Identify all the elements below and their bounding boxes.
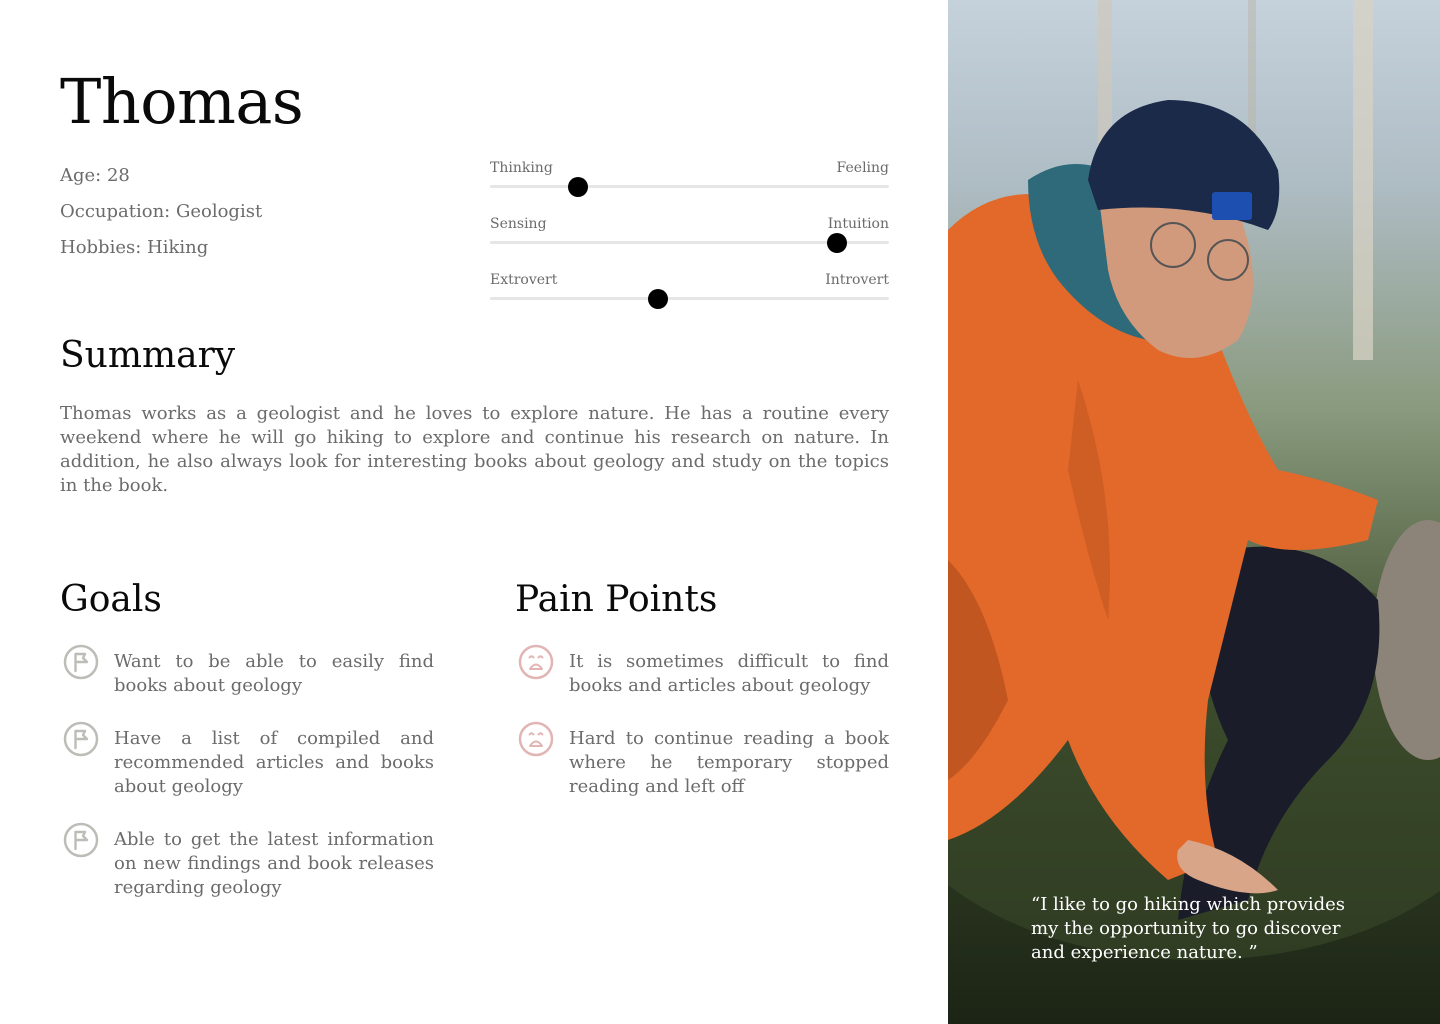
persona-info	[60, 158, 262, 266]
pain-point-text: Hard to continue reading a book where he temporary stopped reading and left off	[569, 728, 889, 797]
pain-point-item	[515, 650, 889, 698]
goal-item	[60, 828, 434, 900]
age-label: Age: 28	[60, 165, 130, 186]
persona-name: Thomas	[60, 65, 304, 138]
pain-point-text: It is sometimes difficult to find books and articles about geology	[569, 651, 889, 696]
pain-points-heading: Pain Points	[515, 579, 718, 620]
pain-points-list	[515, 650, 889, 828]
personality-traits	[490, 158, 889, 326]
persona-quote: “I like to go hiking which provides my the opportunity to go discover and experience nature. ”	[1031, 894, 1346, 963]
goal-item	[60, 650, 434, 698]
hiker-illustration	[948, 0, 1440, 1024]
trait-right-label: Intuition	[827, 216, 889, 232]
hobbies-label: Hobbies: Hiking	[60, 237, 209, 258]
sad-face-icon	[518, 721, 554, 757]
flag-icon	[63, 721, 99, 757]
pain-point-item	[515, 727, 889, 799]
trait-right-label: Introvert	[825, 272, 889, 288]
goals-heading: Goals	[60, 579, 162, 620]
goal-text: Want to be able to easily find books about geology	[114, 651, 434, 696]
goals-list	[60, 650, 434, 929]
occupation-label: Occupation: Geologist	[60, 201, 263, 222]
sad-face-icon	[518, 644, 554, 680]
trait-sensing-intuition	[490, 214, 889, 270]
flag-icon	[63, 644, 99, 680]
trait-track	[490, 185, 889, 188]
trait-thinking-feeling	[490, 158, 889, 214]
trait-left-label: Thinking	[490, 160, 553, 176]
trait-left-label: Extrovert	[490, 272, 558, 288]
summary-heading: Summary	[60, 335, 236, 376]
trait-left-label: Sensing	[490, 216, 547, 232]
trait-knob[interactable]	[648, 289, 668, 309]
persona-photo	[948, 0, 1440, 1024]
trait-knob[interactable]	[827, 233, 847, 253]
flag-icon	[63, 822, 99, 858]
summary-text: Thomas works as a geologist and he loves to explore nature. He has a routine every weekend where he will go hiking to explore and continue his research on nature. In addition, he also always look for interesting books about geology and study on the topics in the book.	[60, 403, 889, 496]
trait-extrovert-introvert	[490, 270, 889, 326]
trait-right-label: Feeling	[836, 160, 889, 176]
goal-text: Able to get the latest information on new findings and book releases regarding geology	[114, 829, 434, 898]
goal-text: Have a list of compiled and recommended articles and books about geology	[114, 728, 434, 797]
goal-item	[60, 727, 434, 799]
trait-track	[490, 297, 889, 300]
trait-knob[interactable]	[568, 177, 588, 197]
